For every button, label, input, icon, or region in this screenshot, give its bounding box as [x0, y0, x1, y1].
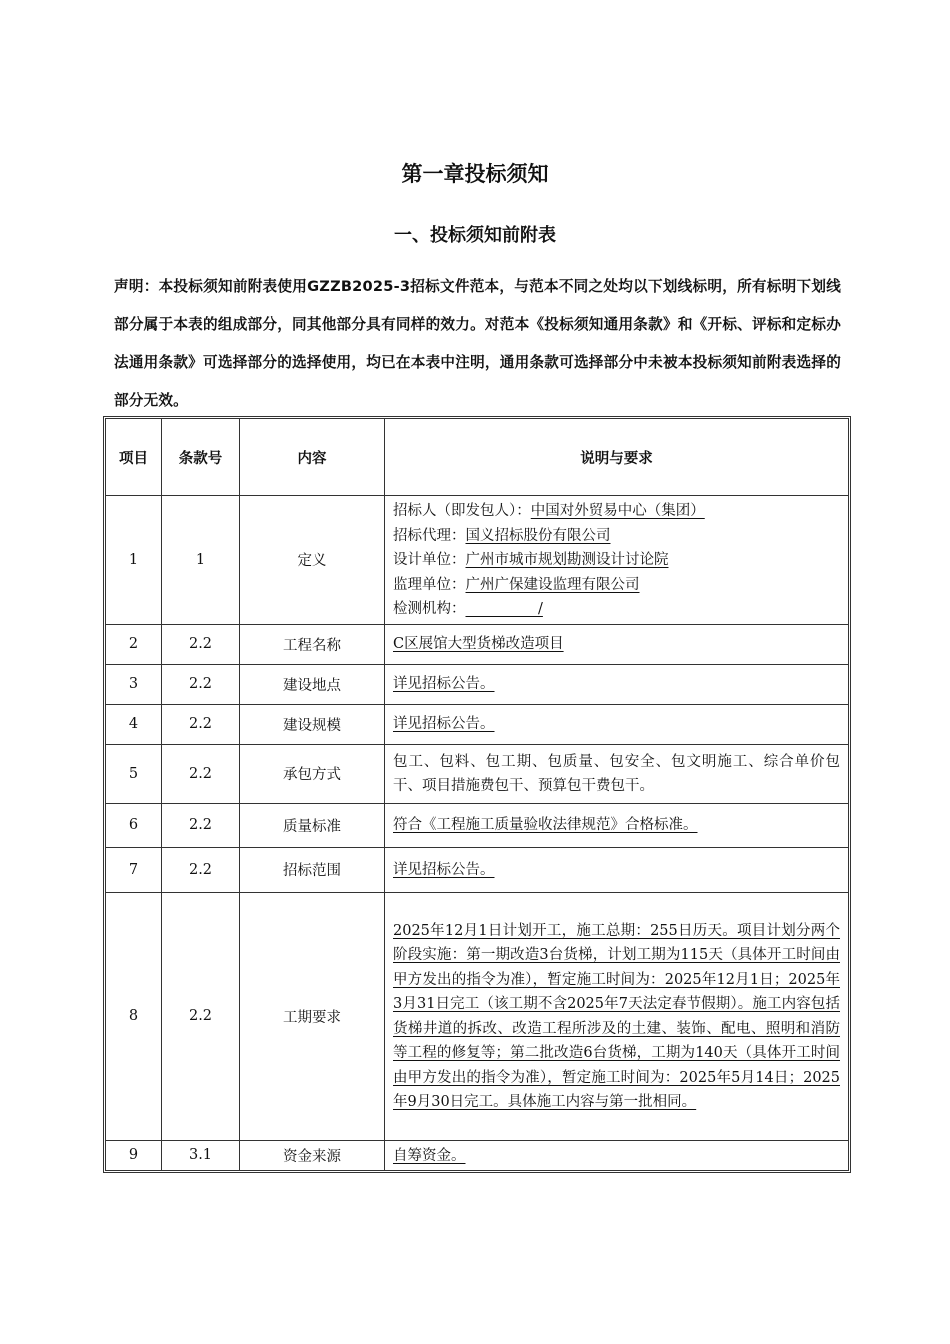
testing-line: 检测机构：__________/	[393, 601, 543, 617]
row-number: 4	[106, 705, 162, 745]
row-clause: 3.1	[162, 1141, 240, 1171]
row-clause: 2.2	[162, 705, 240, 745]
designer-line: 设计单位：广州市城市规划勘测设计讨论院	[393, 552, 669, 568]
row-description: 自筹资金。	[393, 1147, 466, 1164]
table-row	[106, 745, 848, 804]
row-number: 2	[106, 625, 162, 665]
row-number: 7	[106, 848, 162, 893]
row-number: 1	[106, 496, 162, 625]
tenderer-line: 招标人（即发包人）：中国对外贸易中心（集团）	[393, 503, 705, 519]
row-description: 详见招标公告。	[385, 665, 848, 705]
header-clause: 条款号	[162, 419, 240, 496]
row-clause: 2.2	[162, 625, 240, 665]
row-item: 招标范围	[240, 848, 385, 893]
row-item: 质量标准	[240, 804, 385, 848]
row-description: C区展馆大型货梯改造项目	[385, 625, 848, 665]
table-row	[106, 848, 848, 893]
row-number: 5	[106, 745, 162, 804]
row-number: 3	[106, 665, 162, 705]
chapter-title: 第一章投标须知	[401, 162, 549, 186]
agent-line: 招标代理：国义招标股份有限公司	[393, 527, 611, 544]
row-item: 工程名称	[240, 625, 385, 665]
row-description: 符合《工程施工质量验收法律规范》合格标准。	[385, 804, 848, 848]
row-number: 9	[106, 1141, 162, 1171]
bid-instructions-table	[103, 416, 851, 1173]
row-clause: 1	[162, 496, 240, 625]
section-title: 一、投标须知前附表	[394, 225, 556, 246]
row-description: 详见招标公告。	[385, 705, 848, 745]
row-clause: 2.2	[162, 745, 240, 804]
header-project: 项目	[106, 419, 162, 496]
row-description	[385, 496, 848, 625]
table-row	[106, 665, 848, 705]
row-item: 建设规模	[240, 705, 385, 745]
row-item: 承包方式	[240, 745, 385, 804]
row-clause: 2.2	[162, 893, 240, 1141]
row-item: 定义	[240, 496, 385, 625]
supervisor-line: 监理单位：广州广保建设监理有限公司	[393, 576, 640, 593]
header-description: 说明与要求	[385, 419, 848, 496]
row-clause: 2.2	[162, 804, 240, 848]
row-description: 2025年12月1日计划开工，施工总期：255日历天。项目计划分两个阶段实施：第一期改造3台货梯，计划工期为115天（具体开工时间由甲方发出的指令为准），暂定施工时间为：2025年12月1日；2025年3月31日完工（该工期不含2025年7天法定春节假期）。施工内容包括货梯井道的拆改、改造工程所涉及的土建、装饰、配电、照明和消防等工程的修复等；第二批改造6台货梯，工期为140天（具体开工时间由甲方发出的指令为准），暂定施工时间为：2025年5月14日；2025年9月30日完工。具体施工内容与第一批相同。	[385, 893, 848, 1141]
table-row	[106, 893, 848, 1141]
statement-paragraph: 声明：本投标须知前附表使用GZZB2025-3招标文件范本，与范本不同之处均以下划线标明，所有标明下划线部分属于本表的组成部分，同其他部分具有同样的效力。对范本《投标须知通用条款》和《开标、评标和定标办法通用条款》可选择部分的选择使用，均已在本表中注明，通用条款可选择部分中未被本投标须知前附表选择的部分无效。	[114, 278, 841, 409]
row-description: 详见招标公告。	[385, 848, 848, 893]
row-item: 工期要求	[240, 893, 385, 1141]
row-number: 6	[106, 804, 162, 848]
table-row	[106, 1141, 848, 1171]
row-number: 8	[106, 893, 162, 1141]
header-content: 内容	[240, 419, 385, 496]
row-description: 包工、包料、包工期、包质量、包安全、包文明施工、综合单价包干、项目措施费包干、预算包干费包干。	[385, 745, 848, 804]
table-header-row	[106, 419, 848, 496]
row-clause: 2.2	[162, 848, 240, 893]
row-clause: 2.2	[162, 665, 240, 705]
row-item: 建设地点	[240, 665, 385, 705]
table-row	[106, 705, 848, 745]
row-item: 资金来源	[240, 1141, 385, 1171]
table-row	[106, 804, 848, 848]
table-row	[106, 496, 848, 625]
table-row	[106, 625, 848, 665]
